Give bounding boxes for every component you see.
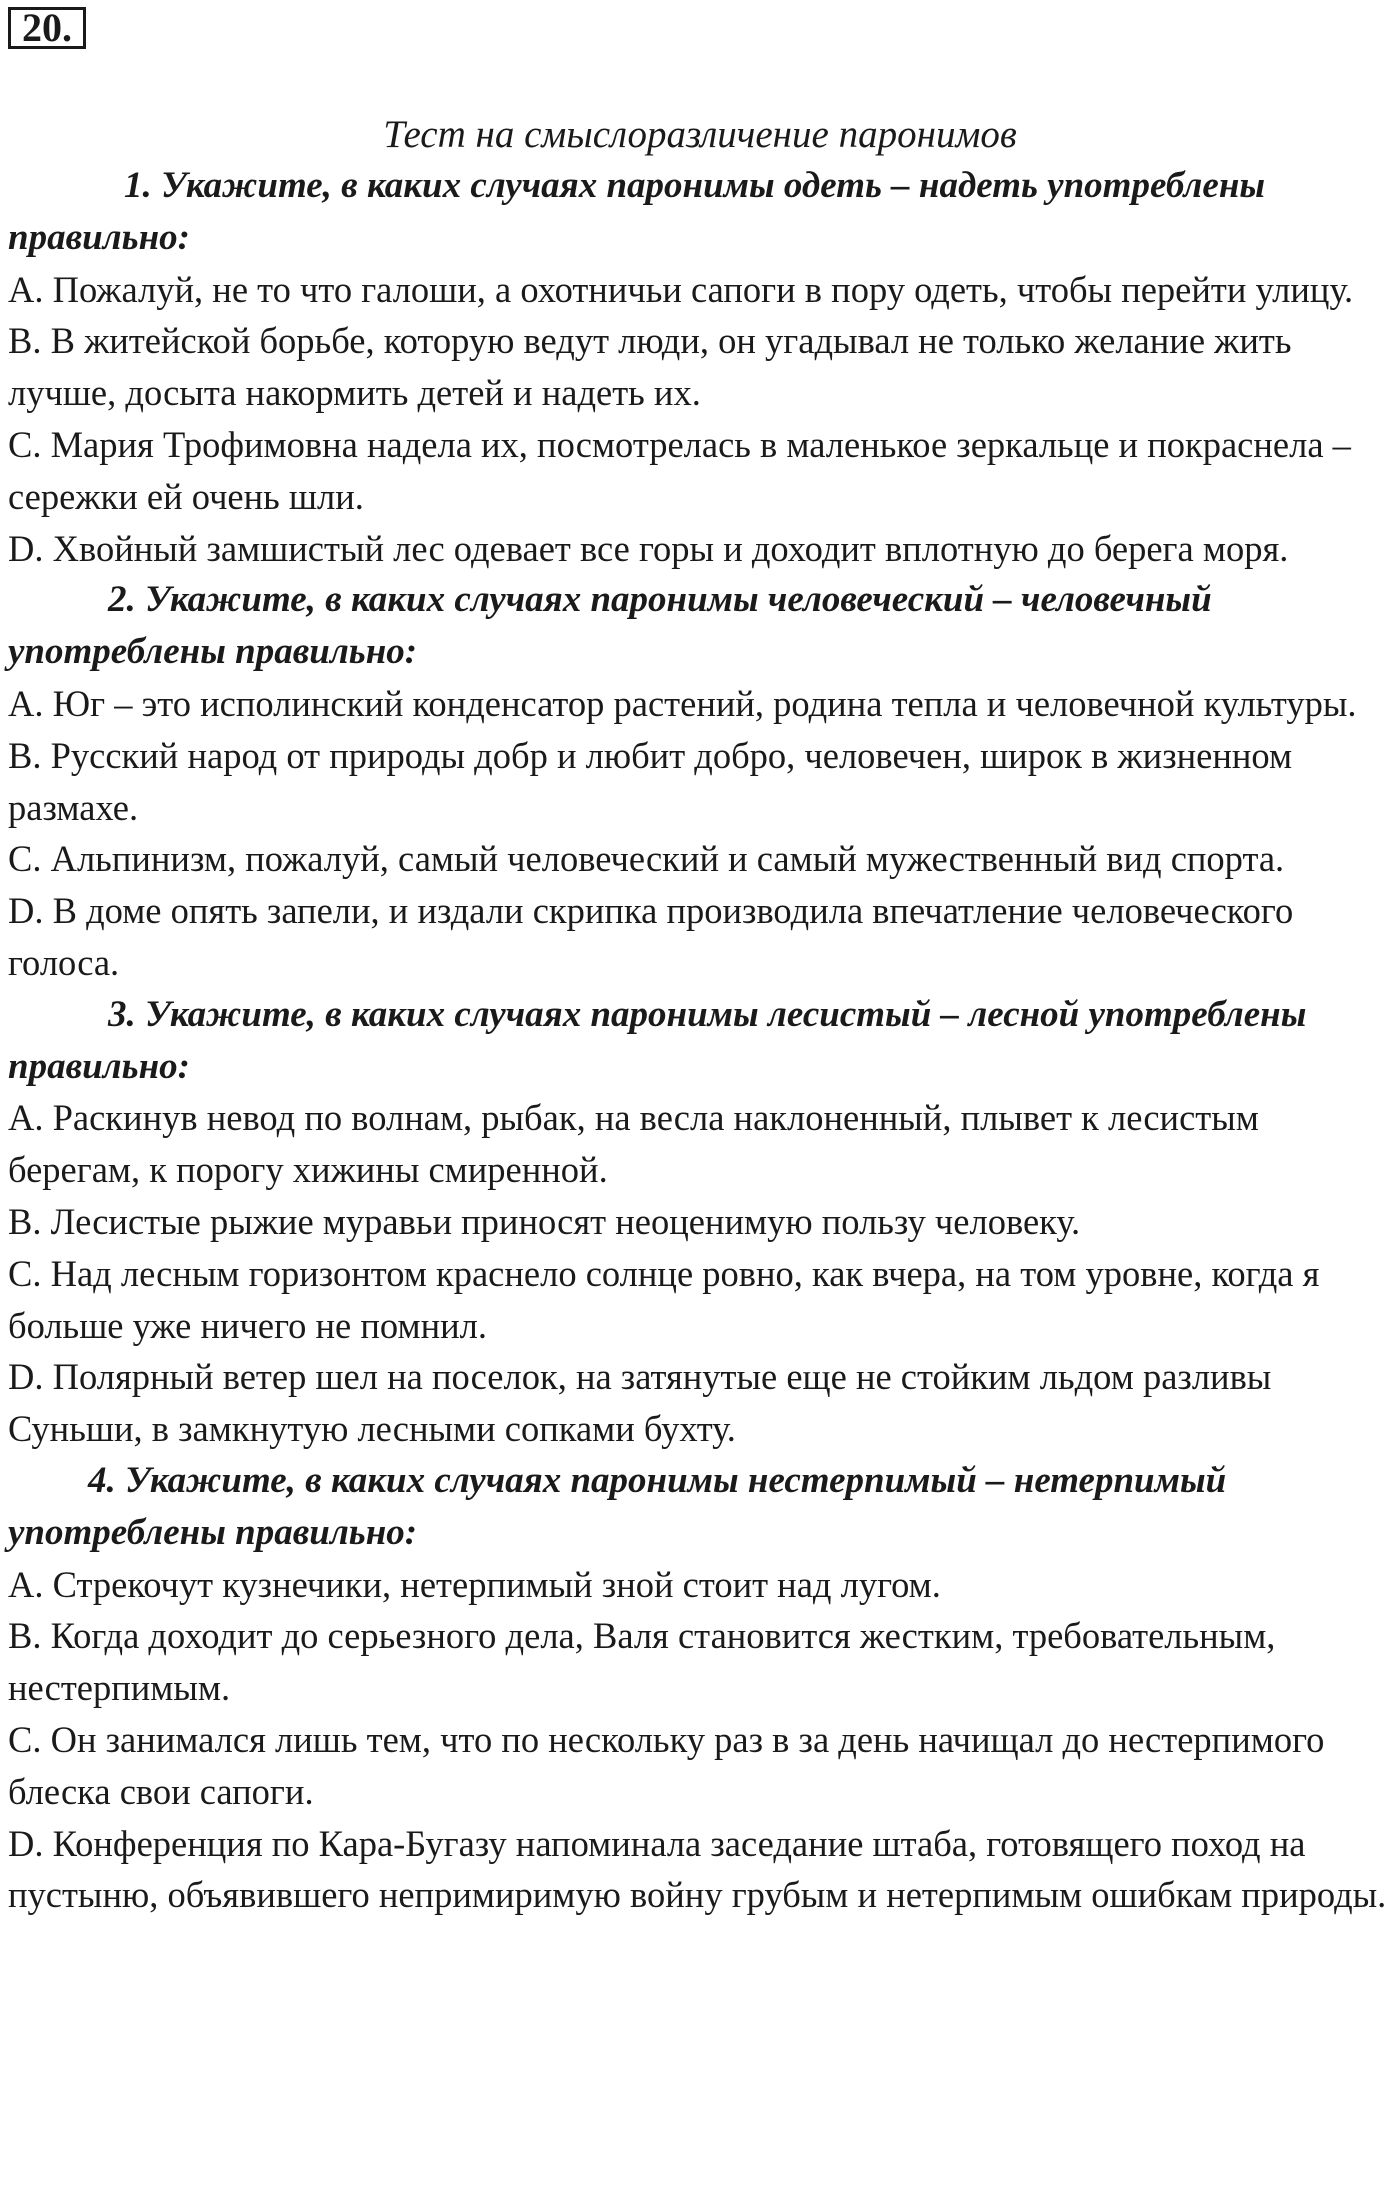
answer-option-b: B. Когда доходит до серьезного дела, Валя становится жестким, требовательным, нестерпимым.	[8, 1615, 1276, 1709]
question-3	[8, 989, 1393, 1455]
answer-option-a: A. Раскинув невод по волнам, рыбак, на весла наклоненный, плывет к лесистым берегам, к порогу хижины смиренной.	[8, 1097, 1259, 1191]
answer-option-c: C. Он занимался лишь тем, что по нескольку раз в за день начищал до нестерпимого блеска свои сапоги.	[8, 1718, 1325, 1812]
answer-option-c: C. Альпинизм, пожалуй, самый человеческий и самый мужественный вид спорта.	[8, 838, 1285, 880]
answer-option-d: D. В доме опять запели, и издали скрипка производила впечатление человеческого голоса.	[8, 890, 1294, 983]
question-heading: 2. Укажите, в каких случаях паронимы человеческий – человечный употреблены правильно:	[8, 579, 1212, 673]
question-heading: 3. Укажите, в каких случаях паронимы лесистый – лесной употреблены правильно:	[8, 993, 1307, 1087]
answer-option-d: D. Конференция по Кара-Бугазу напоминала заседание штаба, готовящего поход на пустыню, объявившего непримиримую войну грубым и нетерпимым ошибкам природы.	[8, 1822, 1387, 1916]
answer-option-b: B. Русский народ от природы добр и любит добро, человечен, широк в жизненном размахе.	[8, 734, 1293, 828]
answer-option-c: C. Мария Трофимовна надела их, посмотрелась в маленькое зеркальце и покраснела – сережки ей очень шли.	[8, 423, 1351, 517]
answer-option-c: C. Над лесным горизонтом краснело солнце ровно, как вчера, на том уровне, когда я больше уже ничего не помнил.	[8, 1252, 1320, 1346]
document-title: Тест на смыслоразличение паронимов	[383, 113, 1017, 156]
answer-option-d: D. Полярный ветер шел на поселок, на затянутые еще не стойким льдом разливы Суньши, в замкнутую лесными сопками бухту.	[8, 1356, 1272, 1450]
question-1	[8, 160, 1393, 574]
answer-option-a: A. Юг – это исполинский конденсатор растений, родина тепла и человечной культуры.	[8, 682, 1357, 724]
answer-option-a: A. Стрекочут кузнечики, нетерпимый зной стоит над лугом.	[8, 1563, 941, 1605]
question-heading: 4. Укажите, в каких случаях паронимы нестерпимый – нетерпимый употреблены правильно:	[8, 1459, 1227, 1553]
test-content	[8, 160, 1393, 1921]
question-4	[8, 1455, 1393, 1921]
page-number-badge: 20.	[8, 7, 86, 49]
answer-option-b: B. В житейской борьбе, которую ведут люди, он угадывал не только желание жить лучше, досыта накормить детей и надеть их.	[8, 320, 1292, 414]
question-2	[8, 574, 1393, 988]
answer-option-b: B. Лесистые рыжие муравьи приносят неоценимую пользу человеку.	[8, 1200, 1081, 1242]
question-heading: 1. Укажите, в каких случаях паронимы одеть – надеть употреблены правильно:	[8, 165, 1266, 258]
answer-option-a: A. Пожалуй, не то что галоши, а охотничьи сапоги в пору одеть, чтобы перейти улицу.	[8, 268, 1354, 310]
answer-option-d: D. Хвойный замшистый лес одевает все горы и доходит вплотную до берега моря.	[8, 527, 1289, 569]
